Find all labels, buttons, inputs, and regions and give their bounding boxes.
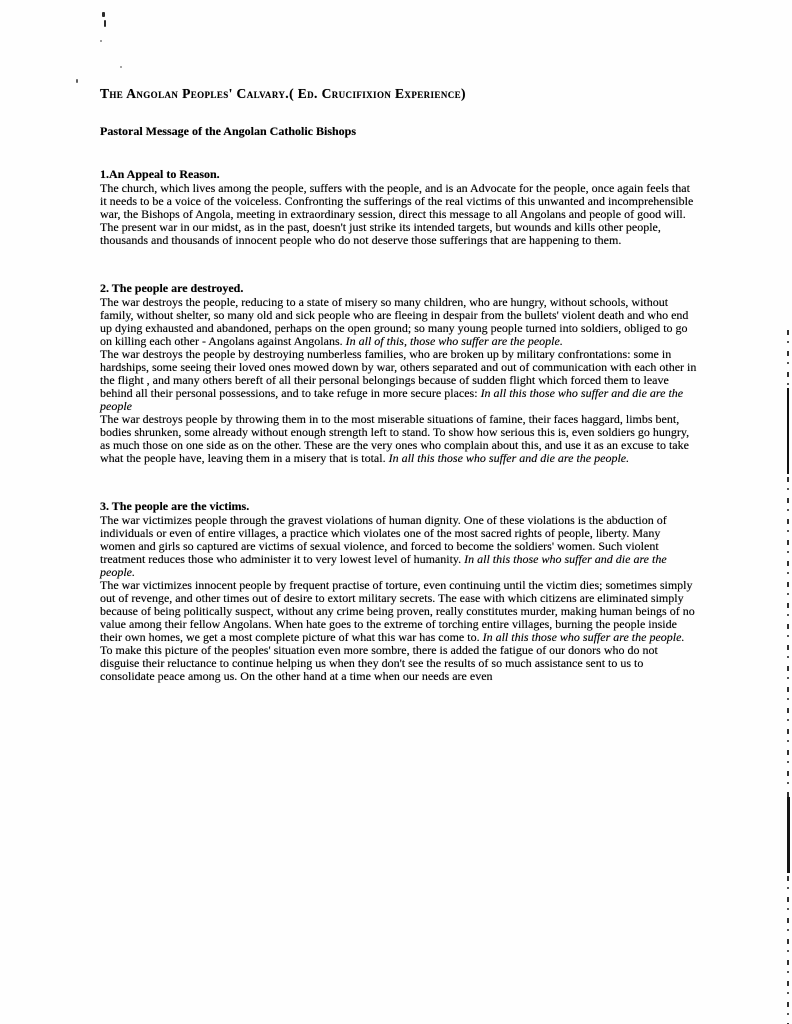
section-heading-1: 1.An Appeal to Reason. — [100, 167, 220, 181]
document-content — [100, 86, 697, 683]
paragraph — [100, 296, 697, 348]
page-edge-scan-artifact — [787, 388, 790, 474]
paragraph — [100, 221, 697, 247]
paragraph-refrain: In all this those who suffer and die are the people — [100, 386, 684, 413]
document-subtitle: Pastoral Message of the Angolan Catholic Bishops — [100, 124, 357, 138]
page-edge-scan-artifact — [787, 797, 791, 873]
scan-speck — [100, 40, 102, 42]
paragraph-refrain: In all this those who suffer are the people. — [482, 630, 685, 644]
section-heading-2: 2. The people are destroyed. — [100, 281, 244, 295]
paragraph-refrain: In all of this, those who suffer are the people. — [345, 334, 563, 348]
scan-speck — [104, 20, 106, 27]
paragraph — [100, 579, 697, 644]
paragraph-refrain: In all this those who suffer and die are the people. — [388, 451, 630, 465]
paragraph — [100, 182, 697, 221]
paragraph-text: The church, which lives among the people, suffers with the people, and is an Advocate for the people, once again feels that it needs to be a voice of the voiceless. Confronting the sufferings of the real victims of this unwanted and incomprehensible war, the Bishops of Angola, meeting in extraordinary session, direct this message to all Angolans and people of good will. — [100, 181, 694, 221]
scan-speck — [102, 12, 105, 17]
paragraph-refrain: In all this those who suffer and die are the people. — [100, 552, 667, 579]
paragraph-text: The war victimizes innocent people by frequent practise of torture, even continuing until the victim dies; sometimes simply out of revenge, and other times out of desire to extort military secrets. The ease with which citizens are eliminated simply because of being politically suspect, without any crime being proven, really constitutes murder, making human beings of no value among their fellow Angolans. When hate goes to the extreme of torching entire villages, burning the people inside their own homes, we get a most complete picture of what this war has come to. — [100, 578, 695, 644]
paragraph-text: The war destroys the people by destroying numberless families, who are broken up by military confrontations: some in hardships, some seeing their loved ones mowed down by war, others separated and out of communication with each other in the flight , and many others bereft of all their personal belongings because of sudden flight which forced them to leave behind all their personal possessions, and to take refuge in more secure places: — [100, 347, 697, 400]
paragraph-text: The war victimizes people through the gravest violations of human dignity. One of these violations is the abduction of individuals or even of entire villages, a practice which violates one of the most sacred rights of people, liberty. Many women and girls so captured are victims of sexual violence, and forced to become the soldiers' women. Such violent treatment reduces those who administer it to very lowest level of humanity. — [100, 513, 667, 566]
paragraph-text: The present war in our midst, as in the past, doesn't just strike its intended targets, but wounds and kills other people, thousands and thousands of innocent people who do not deserve those sufferings that are happening to them. — [100, 220, 661, 247]
paragraph — [100, 413, 697, 465]
paragraph — [100, 644, 697, 683]
paragraph — [100, 514, 697, 579]
document-title: The Angolan Peoples' Calvary.( Ed. Crucifixion Experience) — [100, 86, 466, 101]
scan-speck — [120, 66, 122, 68]
paragraph-text: To make this picture of the peoples' situation even more sombre, there is added the fatigue of our donors who do not disguise their reluctance to continue helping us when they don't see the results of so much assistance sent to us to consolidate peace among us. On the other hand at a time when our needs are even — [100, 643, 658, 683]
paragraph-text: The war destroys the people, reducing to a state of misery so many children, who are hungry, without schools, without family, without shelter, so many old and sick people who are fleeing in despair from the bullets' violent death and who end up dying exhausted and abandoned, perhaps on the open ground; so many young people turned into soldiers, obliged to go on killing each other - Angolans against Angolans. — [100, 295, 689, 348]
paragraph — [100, 348, 697, 413]
section-heading-3: 3. The people are the victims. — [100, 499, 250, 513]
scan-speck — [76, 79, 78, 83]
paragraph-text: The war destroys people by throwing them in to the most miserable situations of famine, their faces haggard, limbs bent, bodies shrunken, some already without enough strength left to stand. To show how serious this is, even soldiers go hungry, as much those on one side as on the other. These are the very ones who complain about this, and use it as an excuse to take what the people have, leaving them in a misery that is total. — [100, 412, 690, 465]
